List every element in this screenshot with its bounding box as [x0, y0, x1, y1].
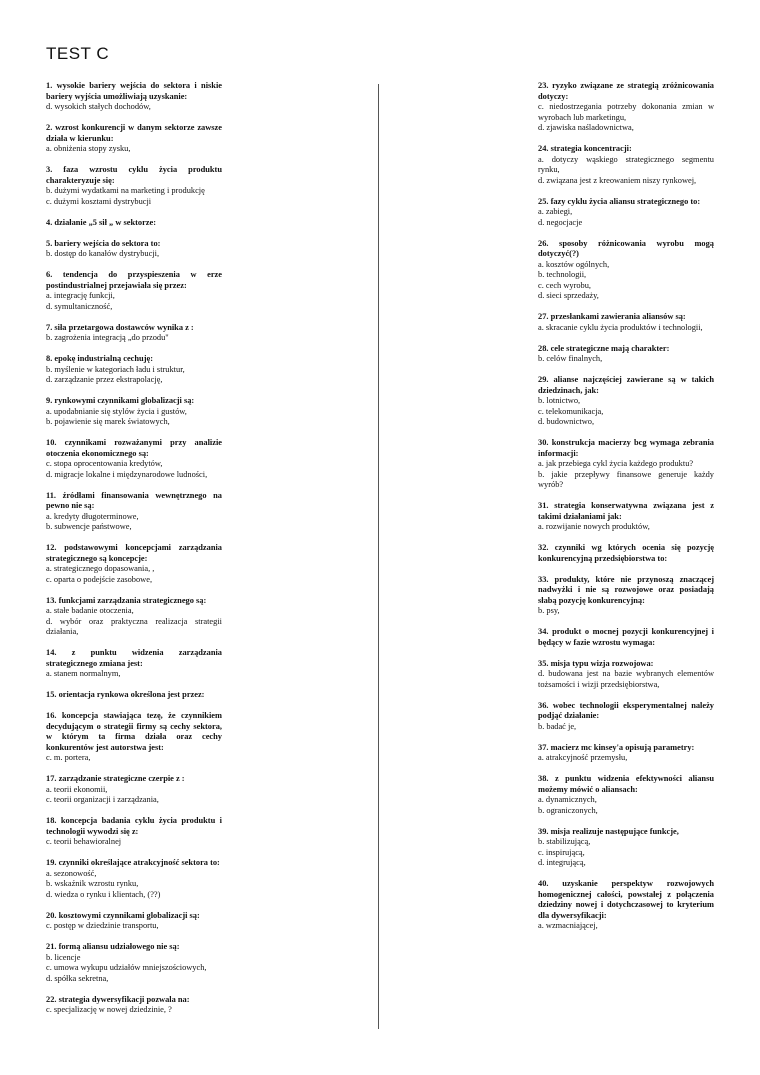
question-text: 6. tendencja do przyspieszenia w erze postindustrialnej przejawiała się przez: [46, 270, 222, 290]
answer-text: a. integrację funkcji, [46, 291, 115, 300]
question-text: 8. epokę industrialną cechuję: [46, 354, 154, 363]
answer-text: a. teorii ekonomii, [46, 784, 108, 794]
question-item [46, 239, 222, 260]
answer-text: a. kosztów ogólnych, [538, 259, 610, 269]
question-text: 9. rynkowymi czynnikami globalizacji są: [46, 396, 195, 405]
answer-text: a. dynamicznych, [538, 795, 597, 804]
answer-text: a. skracanie cyklu życia produktów i technologii, [538, 322, 703, 332]
answer-text: b. jakie przepływy finansowe generuje każdy wyrób? [538, 469, 714, 489]
answer-text: b. lotnictwo, [538, 396, 581, 405]
question-text: 26. sposoby różnicowania wyrobu mogą dotyczyć(?) [538, 238, 714, 258]
question-text: 31. strategia konserwatywna związana jest z takimi działaniami jak: [538, 501, 714, 521]
answer-text: b. technologii, [538, 270, 587, 279]
column-divider [378, 84, 379, 1029]
question-item [538, 344, 714, 365]
answer-text: c. teorii behawioralnej [46, 837, 122, 846]
answer-text: d. zarządzanie przez ekstrapolację, [46, 375, 163, 384]
answer-text: a. atrakcyjność przemysłu, [538, 753, 628, 762]
question-item [46, 354, 222, 386]
answer-text: b. zagrożenia integracją „do przodu" [46, 333, 169, 342]
answer-text: b. psy, [538, 606, 560, 615]
question-item [46, 270, 222, 312]
answer-text: a. obniżenia stopy zysku, [46, 144, 131, 153]
answer-text: c. stopa oprocentowania kredytów, [46, 459, 163, 468]
answer-text: c. inspirującą, [538, 847, 585, 857]
question-text: 23. ryzyko związane ze strategią zróżnicowania dotyczy: [538, 81, 714, 101]
answer-text: b. celów finalnych, [538, 354, 603, 363]
answer-text: b. licencje [46, 952, 81, 962]
question-text: 38. z punktu widzenia efektywności aliansu możemy mówić o aliansach: [538, 774, 714, 794]
question-item [538, 239, 714, 302]
answer-text: a. kredyty długoterminowe, [46, 511, 139, 521]
question-item [538, 144, 714, 186]
answer-text: d. integrującą, [538, 858, 586, 867]
answer-text: b. stabilizującą, [538, 837, 591, 846]
question-item [46, 858, 222, 900]
question-text: 37. macierz mc kinsey'a opisują parametry: [538, 742, 695, 752]
answer-text: d. wysokich stałych dochodów, [46, 102, 151, 111]
question-item [46, 165, 222, 207]
question-text: 22. strategia dywersyfikacji pozwala na: [46, 994, 190, 1004]
answer-text: b. myślenie w kategoriach ładu i struktur, [46, 364, 185, 374]
question-item [46, 942, 222, 984]
answer-text: d. związana jest z kreowaniem niszy rynkowej, [538, 175, 697, 185]
question-text: 30. konstrukcja macierzy bcg wymaga zebrania informacji: [538, 438, 714, 458]
answer-text: b. ograniczonych, [538, 805, 598, 815]
left-column [46, 81, 222, 1026]
question-item [538, 375, 714, 428]
question-text: 33. produkty, które nie przynoszą znaczącej nadwyżki i nie są rozwojowe oraz posiadają słabą pozycję konkurencyjną: [538, 574, 714, 605]
question-text: 27. przesłankami zawierania aliansów są: [538, 312, 686, 321]
answer-text: c. telekomunikacja, [538, 406, 604, 416]
question-text: 13. funkcjami zarządzania strategicznego są: [46, 595, 207, 605]
question-item [538, 438, 714, 491]
answer-text: c. umowa wykupu udziałów mniejszościowych, [46, 963, 207, 972]
question-item [46, 995, 222, 1016]
question-item [538, 543, 714, 564]
answer-text: d. negocjacje [538, 217, 583, 227]
answer-text: a. dotyczy wąskiego strategicznego segmentu rynku, [538, 154, 714, 174]
question-item [46, 690, 222, 701]
question-text: 35. misja typu wizja rozwojowa: [538, 658, 654, 668]
question-text: 17. zarządzanie strategiczne czerpie z : [46, 774, 185, 783]
answer-text: a. stałe badanie otoczenia, [46, 606, 134, 615]
answer-text: c. cech wyrobu, [538, 280, 592, 290]
question-text: 15. orientacja rynkowa określona jest przez: [46, 690, 205, 699]
answer-text: b. pojawienie się marek światowych, [46, 417, 170, 426]
answer-text: a. upodabnianie się stylów życia i gustów, [46, 406, 187, 416]
question-item [46, 81, 222, 113]
question-item [46, 396, 222, 428]
answer-text: c. specjalizację w nowej dziedzinie, ? [46, 1005, 172, 1014]
answer-text: c. oparta o podejście zasobowe, [46, 574, 153, 584]
answer-text: d. wybór oraz praktyczna realizacja strategii działania, [46, 616, 222, 636]
answer-text: d. spółka sekretna, [46, 973, 109, 983]
right-column [538, 81, 714, 942]
question-item [46, 711, 222, 764]
answer-text: a. stanem normalnym, [46, 669, 121, 678]
question-text: 19. czynniki określające atrakcyjność sektora to: [46, 858, 220, 867]
question-item [46, 648, 222, 680]
question-item [46, 438, 222, 480]
question-item [538, 659, 714, 691]
answer-text: d. wiedza o rynku i klientach, (??) [46, 889, 161, 899]
question-text: 29. alianse najczęściej zawierane są w takich dziedzinach, jak: [538, 375, 714, 395]
answer-text: d. migracje lokalne i międzynarodowe ludności, [46, 469, 208, 479]
question-item [46, 218, 222, 229]
question-item [538, 701, 714, 733]
question-item [538, 81, 714, 134]
question-item [46, 816, 222, 848]
question-text: 21. formą aliansu udziałowego nie są: [46, 942, 180, 951]
question-text: 3. faza wzrostu cyklu życia produktu charakteryzuje się: [46, 165, 222, 185]
question-item [538, 312, 714, 333]
question-item [46, 323, 222, 344]
answer-text: c. teorii organizacji i zarządzania, [46, 795, 159, 804]
question-item [46, 491, 222, 533]
answer-text: a. wzmacniającej, [538, 921, 598, 930]
question-item [538, 879, 714, 932]
question-text: 32. czynniki wg których ocenia się pozycję konkurencyjną przedsiębiorstwa to: [538, 543, 714, 563]
question-text: 24. strategia koncentracji: [538, 144, 632, 153]
answer-text: a. strategicznego dopasowania, , [46, 564, 155, 573]
question-item [538, 501, 714, 533]
answer-text: c. postęp w dziedzinie transportu, [46, 921, 159, 930]
question-text: 12. podstawowymi koncepcjami zarządzania strategicznego są koncepcje: [46, 543, 222, 563]
answer-text: b. dużymi wydatkami na marketing i produkcję [46, 186, 205, 195]
question-text: 40. uzyskanie perspektyw rozwojowych homogenicznej całości, powstałej z połączenia dziedziny nowej i dotychczasowej to kryterium dla dywersyfikacji: [538, 879, 714, 920]
answer-text: a. sezonowość, [46, 868, 97, 878]
question-item [46, 596, 222, 638]
question-text: 39. misja realizuje następujące funkcje, [538, 826, 679, 836]
question-text: 14. z punktu widzenia zarządzania strategicznego zmiana jest: [46, 648, 222, 668]
question-text: 34. produkt o mocnej pozycji konkurencyjnej i będący w fazie wzrostu wymaga: [538, 627, 714, 647]
question-text: 16. koncepcja stawiająca tezę, że czynnikiem decydującym o strategii firmy są cechy sektora, w którym ta firma działa oraz cechy konkurentów jest autorstwa jest: [46, 711, 222, 752]
question-item [538, 743, 714, 764]
answer-text: a. zabiegi, [538, 207, 573, 216]
question-item [538, 627, 714, 648]
question-text: 25. fazy cyklu życia aliansu strategicznego to: [538, 196, 701, 206]
question-text: 36. wobec technologii eksperymentalnej należy podjąć działanie: [538, 700, 714, 720]
question-text: 28. cele strategiczne mają charakter: [538, 343, 670, 353]
question-item [538, 197, 714, 229]
question-text: 11. źródłami finansowania wewnętrznego na pewno nie są: [46, 490, 222, 510]
question-text: 1. wysokie bariery wejścia do sektora i niskie bariery wyjścia umożliwiają uzyskanie: [46, 81, 222, 101]
answer-text: b. dostęp do kanałów dystrybucji, [46, 249, 160, 258]
question-item [46, 123, 222, 155]
answer-text: b. subwencje państwowe, [46, 522, 132, 531]
question-item [538, 575, 714, 617]
question-text: 2. wzrost konkurencji w danym sektorze zawsze działa w kierunku: [46, 123, 222, 143]
answer-text: a. jak przebiega cykl życia każdego produktu? [538, 459, 694, 468]
answer-text: d. zjawiska naśladownictwa, [538, 123, 634, 132]
question-text: 10. czynnikami rozważanymi przy analizie otoczenia ekonomicznego są: [46, 438, 222, 458]
question-text: 20. kosztowymi czynnikami globalizacji są: [46, 910, 200, 920]
answer-text: c. m. portera, [46, 753, 91, 762]
question-text: 18. koncepcja badania cyklu życia produktu i technologii wywodzi się z: [46, 816, 222, 836]
question-text: 4. działanie „5 sił „ w sektorze: [46, 217, 157, 227]
answer-text: d. sieci sprzedaży, [538, 291, 599, 300]
answer-text: d. budownictwo, [538, 417, 595, 426]
answer-text: c. niedostrzegania potrzeby dokonania zmian w wyrobach lub marketingu, [538, 102, 714, 122]
question-item [538, 827, 714, 869]
answer-text: b. wskaźnik wzrostu rynku, [46, 879, 139, 888]
question-text: 5. bariery wejścia do sektora to: [46, 238, 161, 248]
answer-text: a. rozwijanie nowych produktów, [538, 522, 650, 531]
answer-text: c. dużymi kosztami dystrybucji [46, 196, 152, 206]
answer-text: d. budowana jest na bazie wybranych elementów tożsamości i wizji przedsiębiorstwa, [538, 669, 714, 689]
question-item [46, 774, 222, 806]
question-item [46, 543, 222, 585]
answer-text: b. badać je, [538, 721, 577, 731]
question-item [46, 911, 222, 932]
question-item [538, 774, 714, 816]
answer-text: d. symultaniczność, [46, 301, 113, 311]
page-title: TEST C [46, 44, 110, 63]
question-text: 7. siła przetargowa dostawców wynika z : [46, 322, 194, 332]
